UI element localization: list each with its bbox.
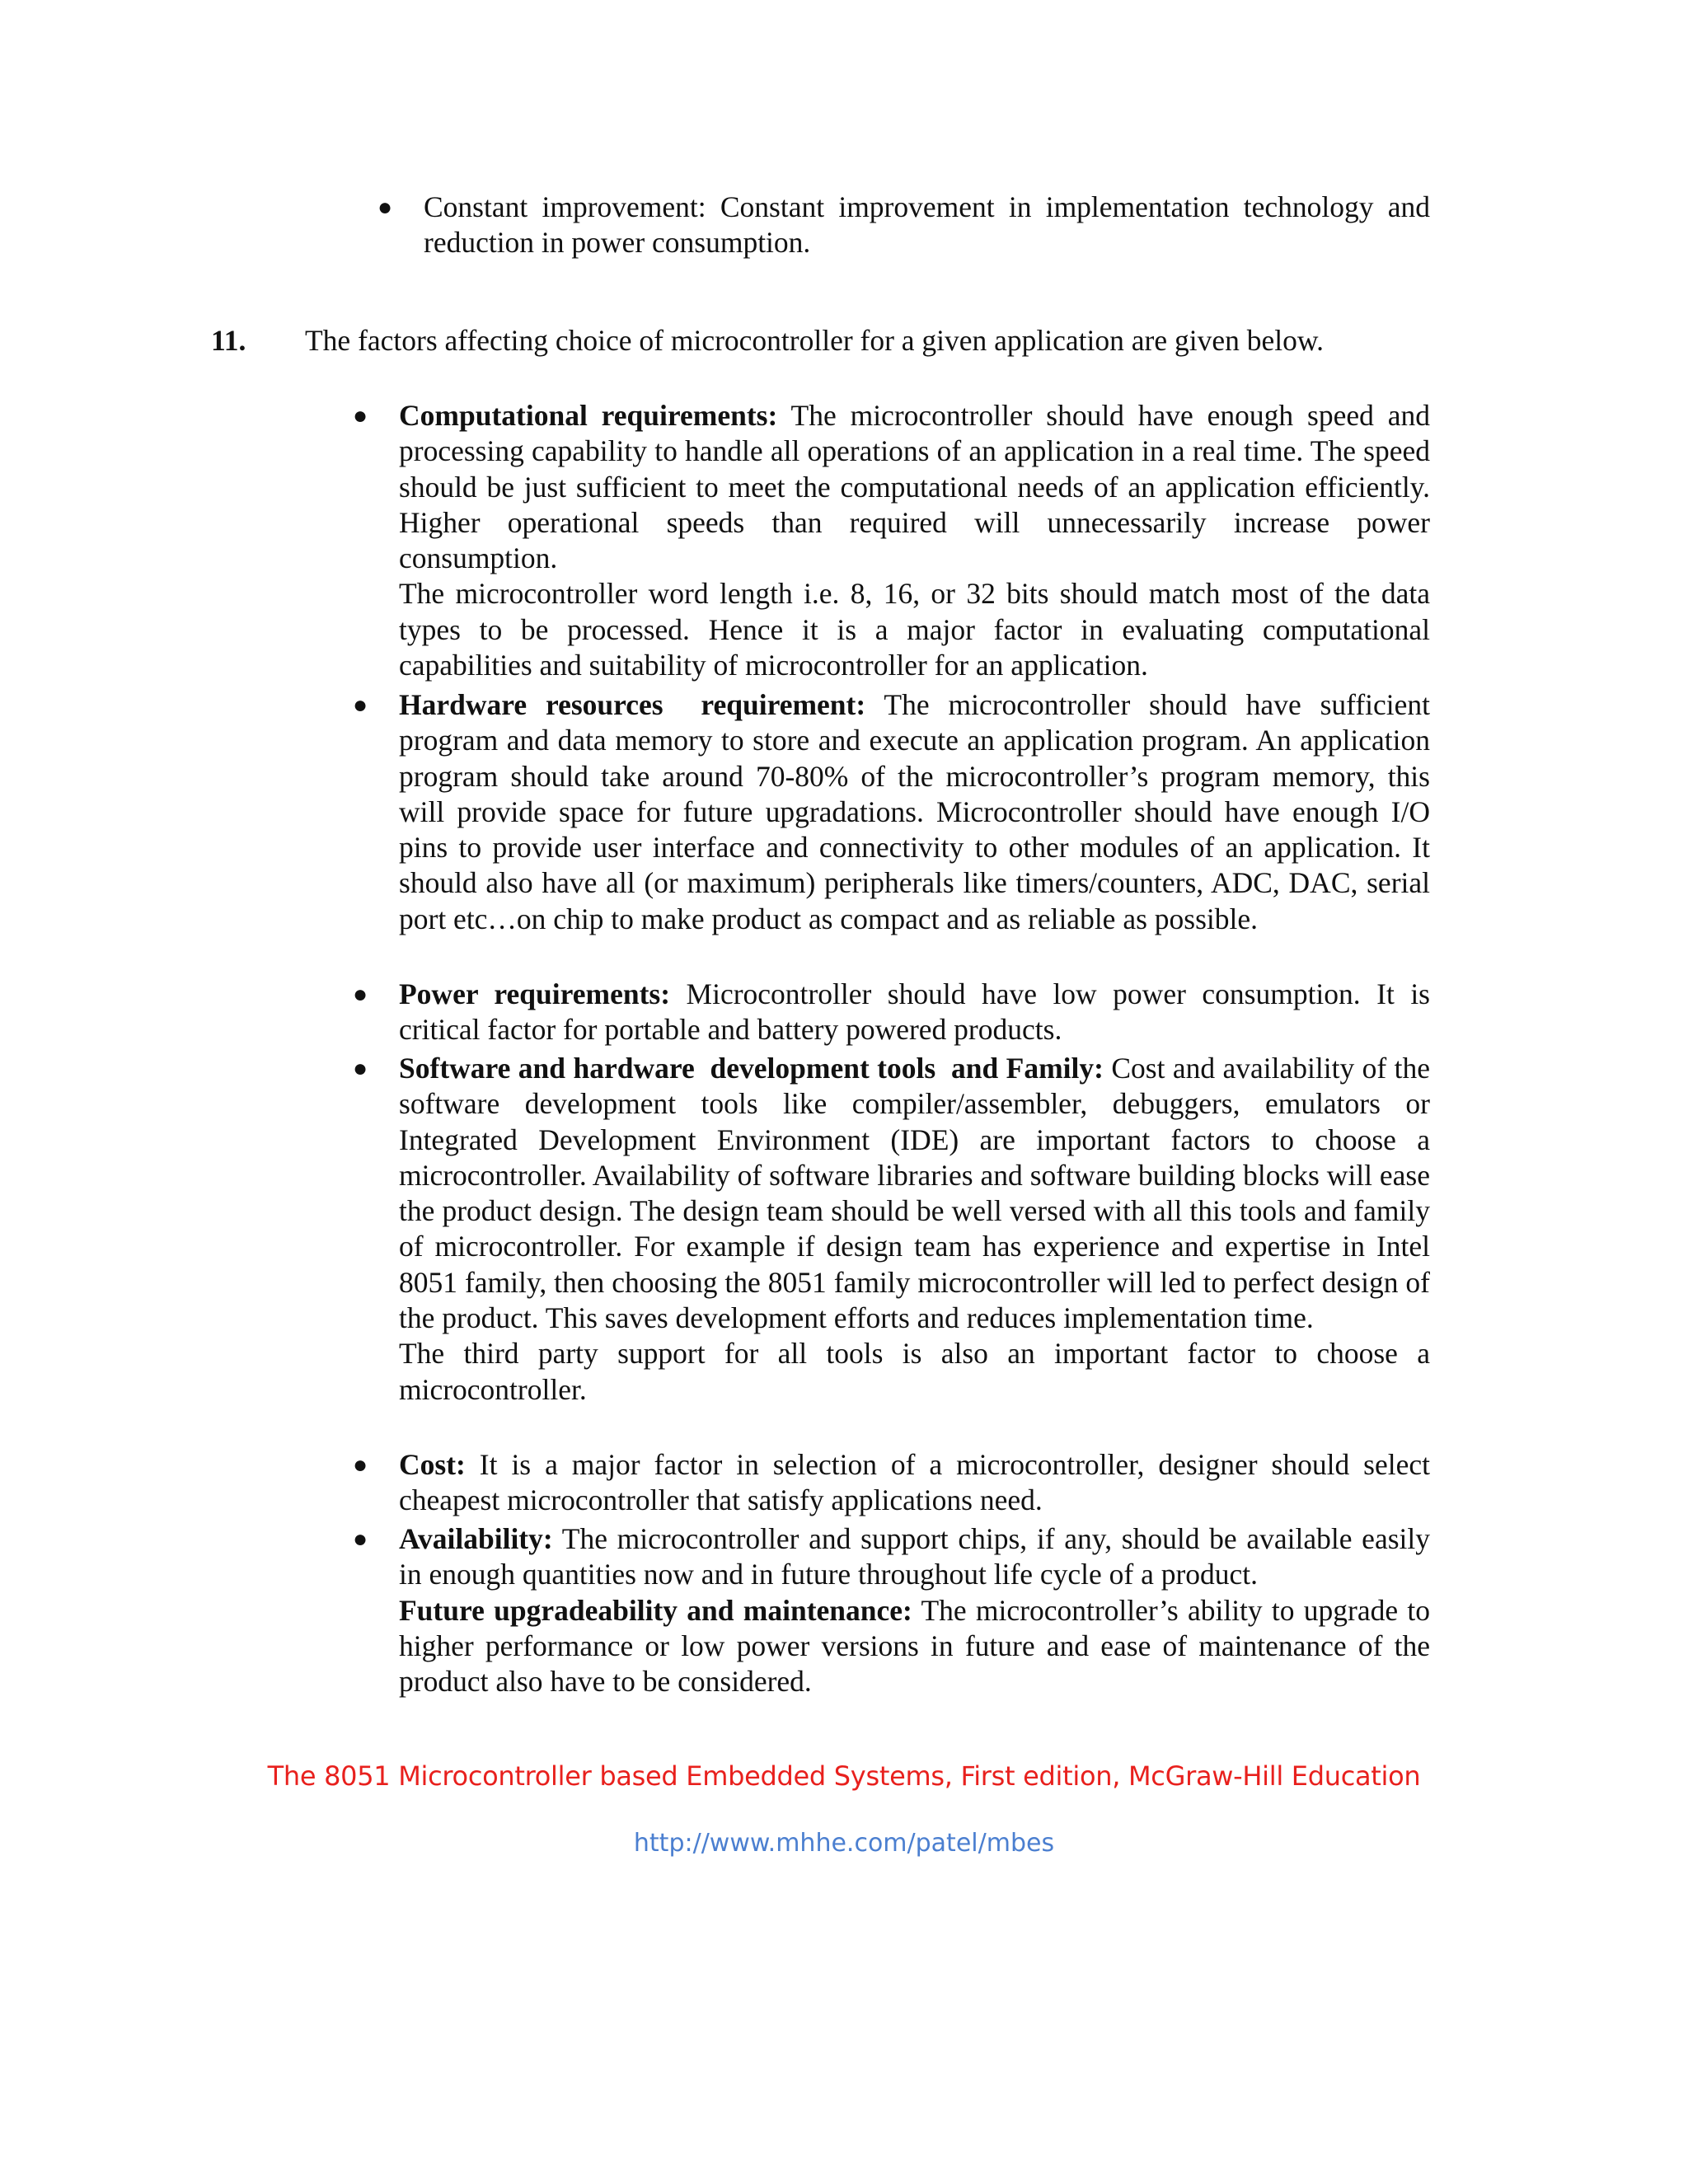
factor-extra-text	[399, 1593, 1430, 1700]
footer-url-link[interactable]: http://www.mhhe.com/patel/mbes	[633, 1829, 1055, 1858]
question-number: 11.	[211, 324, 246, 357]
factor-availability	[399, 1521, 1430, 1699]
bullet-icon: ●	[353, 981, 368, 1008]
factor-text: The microcontroller and support chips, if any, should be available easily in enough quantities now and in future throughout life cycle of a product.	[399, 1522, 1430, 1591]
bullet-icon: ●	[353, 1055, 368, 1082]
factor-label: Computational requirements:	[399, 399, 778, 432]
bullet-icon: ●	[353, 1451, 368, 1479]
factor-cost	[399, 1447, 1430, 1519]
factor-text: Microcontroller should have low power consumption. It is critical factor for portable and battery powered products.	[399, 977, 1430, 1047]
factor-extra-label: Future upgradeability and maintenance:	[399, 1593, 912, 1627]
footer-book-citation: The 8051 Microcontroller based Embedded Systems, First edition, McGraw-Hill Education	[267, 1760, 1421, 1792]
factor-text: The microcontroller should have sufficient program and data memory to store and execute an application program. An application program should take around 70-80% of the microcontroller’s program memory, this will provide space for future upgradations. Microcontroller should have enough I/O pins to provide user interface and connectivity to other modules of an application. It should also have all (or maximum) peripherals like timers/counters, ADC, DAC, serial port etc…on chip to make product as compact and as reliable as possible.	[399, 688, 1430, 935]
factor-computational-requirements	[399, 398, 1430, 683]
factor-label: Power requirements:	[399, 977, 671, 1010]
factor-text: Cost and availability of the software development tools like compiler/assembler, debuggers, emulators or Integrated Development Environment (IDE) are important factors to choose a microcontroller. Availability of software libraries and software building blocks will ease the product design. The design team should be well versed with all this tools and family of microcontroller. For example if design team has experience and expertise in Intel 8051 family, then choosing the 8051 family microcontroller will led to perfect design of the product. This saves development efforts and reduces implementation time.	[399, 1052, 1430, 1335]
bullet-item-constant-improvement	[424, 190, 1430, 261]
factor-hardware-resources	[399, 687, 1430, 937]
factor-label: Cost:	[399, 1448, 466, 1481]
factor-extra-text: The microcontroller word length i.e. 8, 16, or 32 bits should match most of the data types to be processed. Hence it is a major factor in evaluating computational capabilities and suitability of microcontroller for an application.	[399, 577, 1430, 682]
bullet-item-text: Constant improvement in implementation technology and reduction in power consumption.	[424, 190, 1430, 260]
bullet-icon: ●	[353, 691, 368, 719]
factor-extra-body: The microcontroller’s ability to upgrade to higher performance or low power versions in future and ease of maintenance of the product also have to be considered.	[399, 1593, 1430, 1699]
factor-development-tools	[399, 1051, 1430, 1408]
bullet-icon: ●	[377, 194, 393, 221]
factor-power-requirements	[399, 977, 1430, 1048]
question-intro: The factors affecting choice of microcontroller for a given application are given below.	[305, 324, 1325, 357]
factor-text: It is a major factor in selection of a microcontroller, designer should select cheapest microcontroller that satisfy applications need.	[399, 1448, 1430, 1517]
factor-label: Availability:	[399, 1522, 553, 1555]
factor-text: The microcontroller should have enough speed and processing capability to handle all operations of an application in a real time. The speed should be just sufficient to meet the computational needs of an application efficiently. Higher operational speeds than required will unnecessarily increase power consumption.	[399, 399, 1431, 575]
factor-label: Hardware resources requirement:	[399, 688, 866, 721]
bullet-item-text: Constant improvement:	[424, 190, 706, 223]
factor-label: Software and hardware development tools and Family:	[399, 1052, 1104, 1085]
bullet-icon: ●	[353, 402, 368, 429]
factor-extra-text: The third party support for all tools is also an important factor to choose a microcontroller.	[399, 1337, 1430, 1406]
bullet-icon: ●	[353, 1526, 368, 1553]
